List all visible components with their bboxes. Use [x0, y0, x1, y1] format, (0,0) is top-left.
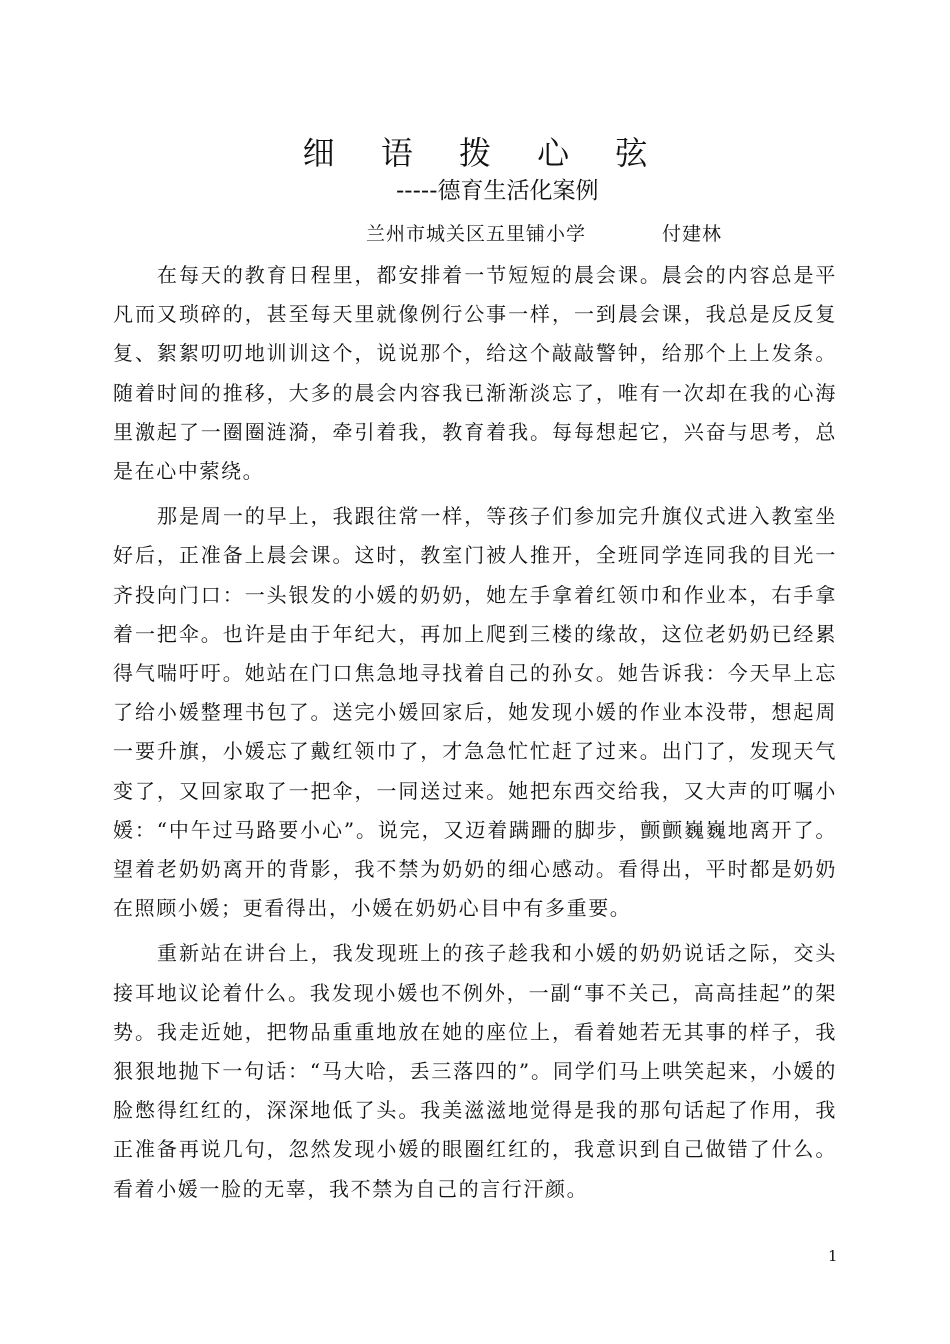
- page-number: 1: [828, 1247, 838, 1265]
- byline: [366, 220, 723, 248]
- paragraph-1: 在每天的教育日程里，都安排着一节短短的晨会课。晨会的内容总是平凡而又琐碎的，甚至每天里就像例行公事一样，一到晨会课，我总是反反复复、絮絮叨叨地训训这个，说说那个，给这个敲敲警钟，给那个上上发条。随着时间的推移，大多的晨会内容我已渐渐淡忘了，唯有一次却在我的心海里激起了一圈圈涟漪，牵引着我，教育着我。每每想起它，兴奋与思考，总是在心中萦绕。: [113, 263, 837, 484]
- body-text: [113, 256, 837, 1215]
- school-name: 兰州市城关区五里铺小学: [366, 223, 587, 245]
- document-title: 细 语 拨 心 弦: [302, 134, 666, 172]
- paragraph-2: 那是周一的早上，我跟往常一样，等孩子们参加完升旗仪式进入教室坐好后，正准备上晨会课。这时，教室门被人推开，全班同学连同我的目光一齐投向门口：一头银发的小媛的奶奶，她左手拿着红领巾和作业本，右手拿着一把伞。也许是由于年纪大，再加上爬到三楼的缘故，这位老奶奶已经累得气喘吁吁。她站在门口焦急地寻找着自己的孙女。她告诉我：今天早上忘了给小媛整理书包了。送完小媛回家后，她发现小媛的作业本没带，想起周一要升旗，小媛忘了戴红领巾了，才急急忙忙赶了过来。出门了，发现天气变了，又回家取了一把伞，一同送过来。她把东西交给我，又大声的叮嘱小媛：“中午过马路要小心”。说完，又迈着蹒跚的脚步，颤颤巍巍地离开了。望着老奶奶离开的背影，我不禁为奶奶的细心感动。看得出，平时都是奶奶在照顾小媛；更看得出，小媛在奶奶心目中有多重要。: [113, 504, 837, 921]
- document-subtitle: -----德育生活化案例: [396, 178, 599, 204]
- author-name: 付建林: [662, 223, 723, 245]
- paragraph-3: 重新站在讲台上，我发现班上的孩子趁我和小媛的奶奶说话之际，交头接耳地议论着什么。我发现小媛也不例外，一副“事不关己，高高挂起”的架势。我走近她，把物品重重地放在她的座位上，看着她若无其事的样子，我狠狠地抛下一句话：“马大哈，丢三落四的”。同学们马上哄笑起来，小媛的脸憋得红红的，深深地低了头。我美滋滋地觉得是我的那句话起了作用，我正准备再说几句，忽然发现小媛的眼圈红红的，我意识到自己做错了什么。看着小媛一脸的无辜，我不禁为自己的言行汗颜。: [113, 941, 837, 1201]
